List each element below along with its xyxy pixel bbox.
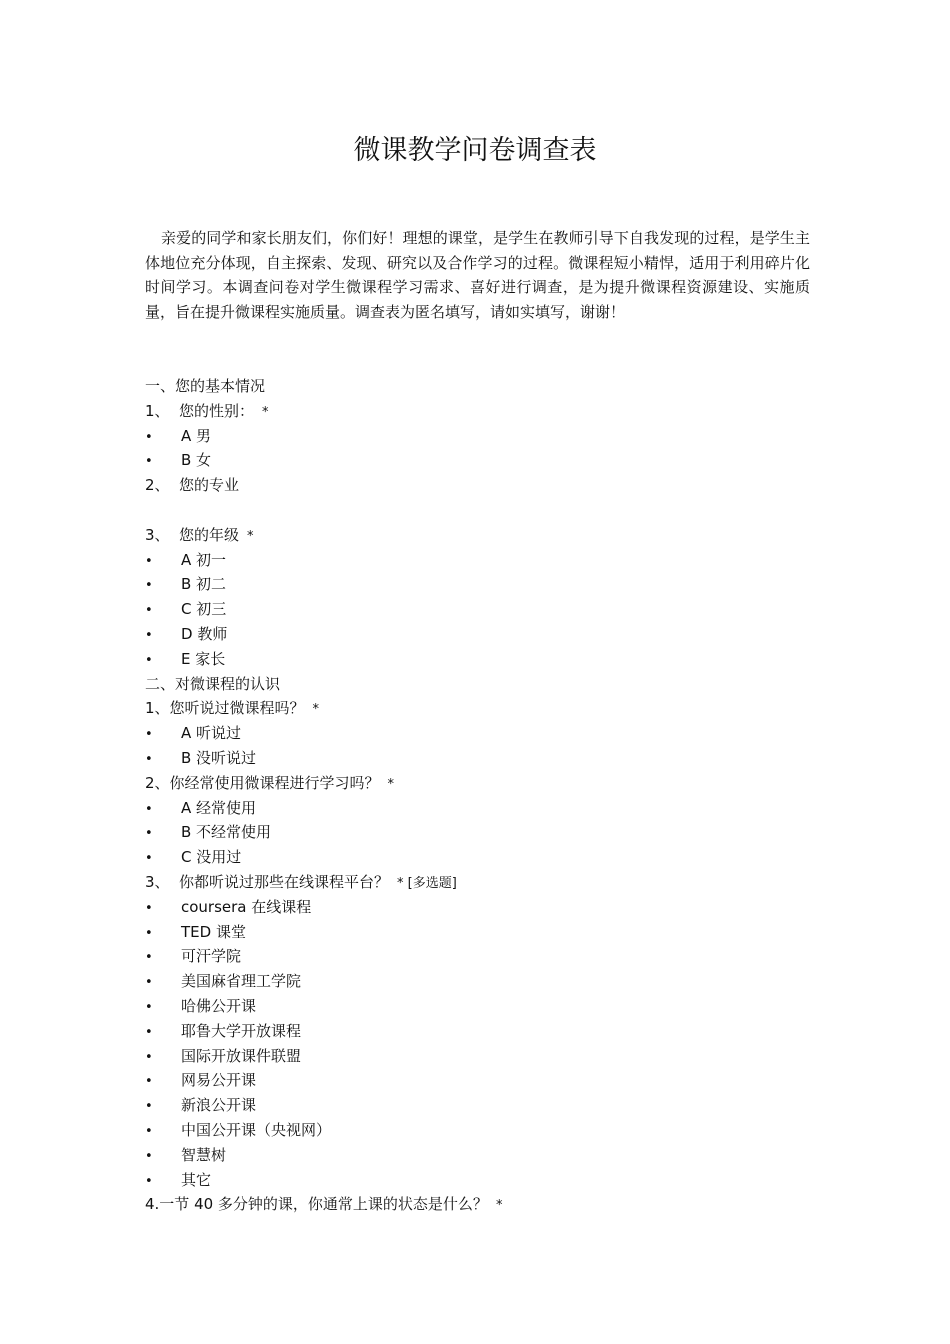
question-number: 1、 <box>145 401 170 420</box>
option-platform[interactable] <box>145 1019 810 1044</box>
option-grade-2[interactable] <box>145 572 810 597</box>
option-female[interactable] <box>145 448 810 473</box>
option-label: C 初三 <box>181 600 227 619</box>
question-major <box>145 473 810 498</box>
bullet-icon: • <box>145 1024 153 1040</box>
option-label: B 没听说过 <box>181 748 257 767</box>
question-gender <box>145 399 810 424</box>
option-parent[interactable] <box>145 647 810 672</box>
option-label: A 经常使用 <box>181 798 257 817</box>
option-grade-3[interactable] <box>145 597 810 622</box>
bullet-icon: • <box>145 999 153 1015</box>
question-text: 您的年级 <box>179 525 240 544</box>
section-heading-microcourse: 二、对微课程的认识 <box>145 674 281 693</box>
option-label: E 家长 <box>181 649 226 668</box>
question-text: 你都听说过那些在线课程平台？ <box>179 872 390 891</box>
option-heard[interactable] <box>145 721 810 746</box>
option-label: D 教师 <box>181 624 228 643</box>
bullet-icon: • <box>145 627 153 643</box>
option-platform[interactable] <box>145 920 810 945</box>
question-number: 2、 <box>145 476 170 495</box>
bullet-icon: • <box>145 652 153 668</box>
option-label: B 不经常使用 <box>181 823 272 842</box>
bullet-icon: • <box>145 1074 153 1090</box>
required-mark: * <box>387 776 395 792</box>
bullet-icon: • <box>145 578 153 594</box>
option-platform[interactable] <box>145 1168 810 1193</box>
bullet-icon: • <box>145 925 153 941</box>
bullet-icon: • <box>145 900 153 916</box>
option-platform[interactable] <box>145 1068 810 1093</box>
option-label: 哈佛公开课 <box>181 996 257 1015</box>
option-teacher[interactable] <box>145 622 810 647</box>
option-label: 智慧树 <box>181 1145 227 1164</box>
question-text: 您的性别： <box>179 401 255 420</box>
required-mark: * [多选题] <box>397 875 457 891</box>
bullet-icon: • <box>145 975 153 991</box>
required-mark: * <box>247 528 254 544</box>
question-heard-of-microcourse <box>145 696 810 721</box>
bullet-icon: • <box>145 751 153 767</box>
question-use-frequency <box>145 771 810 796</box>
bullet-icon: • <box>145 1123 153 1139</box>
option-label: 中国公开课（央视网） <box>181 1120 332 1139</box>
question-text: 您的专业 <box>179 476 240 495</box>
question-text: 4.一节 40 多分钟的课，你通常上课的状态是什么？ <box>145 1195 488 1214</box>
option-often[interactable] <box>145 796 810 821</box>
question-grade <box>145 523 810 548</box>
option-label: coursera 在线课程 <box>181 897 312 916</box>
bullet-icon: • <box>145 553 153 569</box>
option-platform[interactable] <box>145 994 810 1019</box>
option-label: B 初二 <box>181 575 227 594</box>
option-platform[interactable] <box>145 944 810 969</box>
option-platform[interactable] <box>145 1143 810 1168</box>
bullet-icon: • <box>145 801 153 817</box>
option-platform[interactable] <box>145 1044 810 1069</box>
option-label: 美国麻省理工学院 <box>181 972 302 991</box>
section-heading-basic-info: 一、您的基本情况 <box>145 377 266 395</box>
bullet-icon: • <box>145 1148 153 1164</box>
option-platform[interactable] <box>145 1118 810 1143</box>
required-mark: * <box>495 1198 503 1214</box>
option-label: A 男 <box>181 426 212 445</box>
bullet-icon: • <box>145 429 153 445</box>
bullet-icon: • <box>145 603 153 619</box>
bullet-icon: • <box>145 454 153 470</box>
option-label: TED 课堂 <box>181 922 246 941</box>
option-not-heard[interactable] <box>145 746 810 771</box>
intro-paragraph: 亲爱的同学和家长朋友们，你们好！理想的课堂，是学生在教师引导下自我发现的过程，是学生主体地位充分体现，自主探索、发现、研究以及合作学习的过程。微课程短小精悍，适用于利用碎片化时间学习。本调查问卷对学生微课程学习需求、喜好进行调查，是为提升微课程资源建设、实施质量，旨在提升微课程实施质量。调查表为匿名填写，请如实填写，谢谢！ <box>145 229 810 321</box>
option-label: A 听说过 <box>181 724 242 743</box>
option-label: A 初一 <box>181 550 227 569</box>
option-label: 国际开放课件联盟 <box>181 1046 302 1065</box>
option-never[interactable] <box>145 845 810 870</box>
bullet-icon: • <box>145 950 153 966</box>
required-mark: * <box>262 404 269 420</box>
bullet-icon: • <box>145 1173 153 1189</box>
option-male[interactable] <box>145 424 810 449</box>
question-online-platforms <box>145 870 810 895</box>
survey-body <box>145 374 810 1217</box>
bullet-icon: • <box>145 727 153 743</box>
bullet-icon: • <box>145 851 153 867</box>
option-grade-1[interactable] <box>145 548 810 573</box>
question-class-state <box>145 1192 810 1217</box>
option-label: 可汗学院 <box>181 947 242 966</box>
question-number: 3、 <box>145 525 170 544</box>
option-not-often[interactable] <box>145 820 810 845</box>
bullet-icon: • <box>145 1099 153 1115</box>
question-text: 2、你经常使用微课程进行学习吗？ <box>145 773 380 792</box>
bullet-icon: • <box>145 1049 153 1065</box>
option-label: 新浪公开课 <box>181 1096 257 1115</box>
answer-blank[interactable] <box>145 498 810 523</box>
document-title: 微课教学问卷调查表 <box>353 135 597 166</box>
option-platform[interactable] <box>145 895 810 920</box>
question-number: 3、 <box>145 872 170 891</box>
option-platform[interactable] <box>145 969 810 994</box>
question-text: 1、您听说过微课程吗？ <box>145 699 305 718</box>
option-label: 耶鲁大学开放课程 <box>181 1021 302 1040</box>
option-label: 其它 <box>181 1170 212 1189</box>
option-label: 网易公开课 <box>181 1071 257 1090</box>
option-label: B 女 <box>181 451 212 470</box>
bullet-icon: • <box>145 826 153 842</box>
required-mark: * <box>312 702 320 718</box>
option-label: C 没用过 <box>181 848 242 867</box>
option-platform[interactable] <box>145 1093 810 1118</box>
